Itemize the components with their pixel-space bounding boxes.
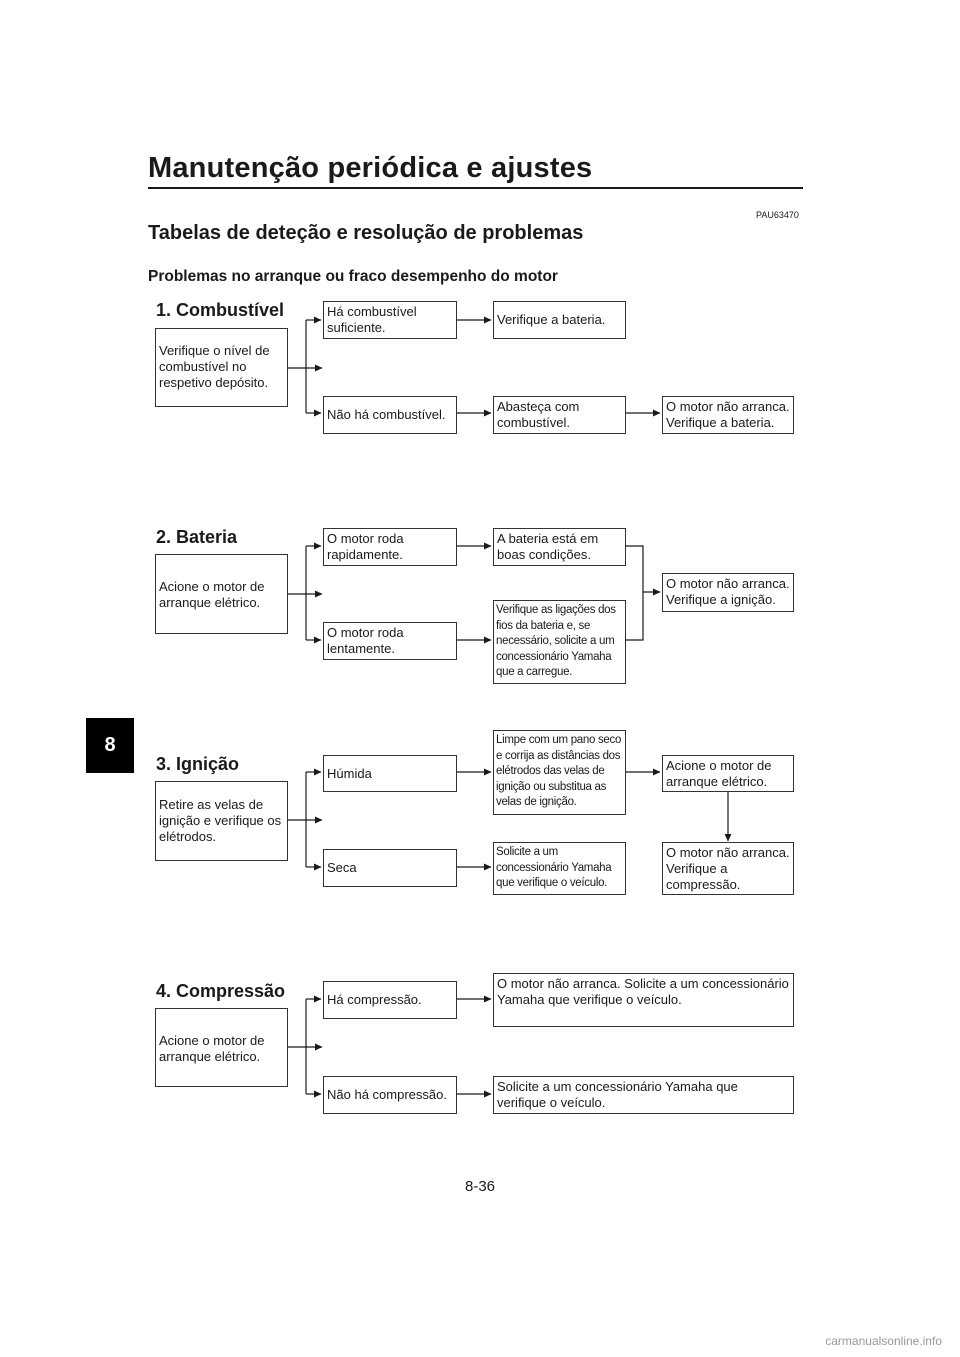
ignition-wet-action-box: Limpe com um pano seco e corrija as distâncias dos elétrodos das velas de ignição ou substitua as velas de ignição. — [493, 730, 626, 815]
ignition-wet-box: Húmida — [323, 755, 457, 792]
fuel-heading: 1. Combustível — [156, 300, 285, 320]
battery-check-box: Acione o motor de arranque elétrico. — [155, 554, 288, 634]
ignition-heading: 3. Ignição — [156, 754, 240, 774]
watermark: carmanualsonline.info — [825, 1334, 942, 1348]
fuel-yes-box: Há combustível suficiente. — [323, 301, 457, 339]
title-divider — [148, 187, 803, 189]
battery-fast-box: O motor roda rapidamente. — [323, 528, 457, 566]
battery-fast-action-box: A bateria está em boas condições. — [493, 528, 626, 566]
ignition-check-box: Retire as velas de ignição e verifique os elétrodos. — [155, 781, 288, 861]
battery-heading: 2. Bateria — [156, 527, 238, 547]
compression-check-box: Acione o motor de arranque elétrico. — [155, 1008, 288, 1087]
ignition-final-result-box: O motor não arranca. Verifique a compressão. — [662, 842, 794, 895]
battery-slow-action-box: Verifique as ligações dos fios da bateria e, se necessário, solicite a um concessionário Yamaha que a carregue. — [493, 600, 626, 684]
document-code: PAU63470 — [756, 210, 799, 220]
compression-no-action-box: Solicite a um concessionário Yamaha que verifique o veículo. — [493, 1076, 794, 1114]
fuel-no-box: Não há combustível. — [323, 396, 457, 434]
fuel-no-action-box: Abasteça com combustível. — [493, 396, 626, 434]
ignition-dry-box: Seca — [323, 849, 457, 887]
page-number: 8-36 — [464, 1178, 496, 1195]
battery-slow-box: O motor roda lentamente. — [323, 622, 457, 660]
compression-heading: 4. Compressão — [156, 981, 286, 1001]
fuel-yes-action-box: Verifique a bateria. — [493, 301, 626, 339]
chapter-tab: 8 — [86, 718, 134, 773]
page-title: Manutenção periódica e ajustes — [148, 152, 593, 184]
compression-yes-action-box: O motor não arranca. Solicite a um concessionário Yamaha que verifique o veículo. — [493, 973, 794, 1027]
ignition-dry-action-box: Solicite a um concessionário Yamaha que verifique o veículo. — [493, 842, 626, 895]
subsection-title: Problemas no arranque ou fraco desempenho do motor — [148, 268, 558, 285]
fuel-check-box: Verifique o nível de combustível no respetivo depósito. — [155, 328, 288, 407]
compression-no-box: Não há compressão. — [323, 1076, 457, 1114]
compression-yes-box: Há compressão. — [323, 981, 457, 1019]
battery-result-box: O motor não arranca. Verifique a ignição. — [662, 573, 794, 612]
fuel-no-result-box: O motor não arranca. Verifique a bateria. — [662, 396, 794, 434]
section-title: Tabelas de deteção e resolução de problemas — [148, 222, 584, 244]
ignition-wet-result-box: Acione o motor de arranque elétrico. — [662, 755, 794, 792]
